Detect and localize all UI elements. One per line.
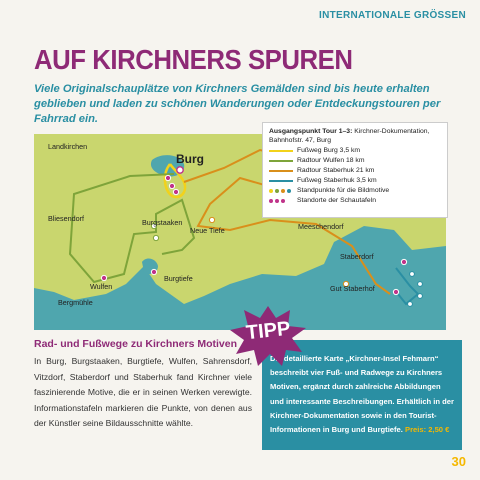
- article-subheading: Rad- und Fußwege zu Kirchners Motiven: [34, 338, 238, 350]
- label-burgstaaken: Burgstaaken: [142, 218, 183, 227]
- map-legend: [262, 122, 448, 218]
- label-bergmuehle: Bergmühle: [58, 298, 93, 307]
- page-title: AUF KIRCHNERS SPUREN: [34, 44, 353, 75]
- label-burg: Burg: [176, 152, 204, 166]
- label-meeschendorf: Meeschendorf: [298, 222, 344, 231]
- legend-row-info-boards: Standorte der Schautafeln: [269, 196, 441, 205]
- legend-row-yellow: Fußweg Burg 3,5 km: [269, 146, 441, 155]
- label-bliesendorf: Bliesendorf: [48, 214, 84, 223]
- label-gut-staberhof: Gut Staberhof: [330, 284, 375, 293]
- label-burgtiefe: Burgtiefe: [164, 274, 193, 283]
- label-staberdorf: Staberdorf: [340, 252, 374, 261]
- legend-heading: Ausgangspunkt Tour 1–3: Kirchner-Dokumentation, Bahnhofstr. 47, Burg: [269, 128, 430, 144]
- tip-badge: TIPP: [244, 317, 292, 345]
- label-wulfen: Wulfen: [90, 282, 113, 291]
- section-label: INTERNATIONALE GRÖSSEN: [319, 10, 466, 21]
- page-number: 30: [451, 454, 466, 469]
- legend-row-teal: Fußweg Staberhuk 3,5 km: [269, 176, 441, 185]
- label-neue-tiefe: Neue Tiefe: [190, 226, 225, 235]
- lead-paragraph: Viele Originalschauplätze von Kirchners Gemälden sind bis heute erhalten geblieben und laden zu schönen Wanderungen oder Entdeckungstouren per Fahrrad ein.: [34, 83, 441, 125]
- legend-row-motif-points: Standpunkte für die Bildmotive: [269, 186, 441, 195]
- tip-price: Preis: 2,50 €: [405, 425, 450, 435]
- legend-row-green: Radtour Wulfen 18 km: [269, 156, 441, 165]
- article-body: In Burg, Burgstaaken, Burgtiefe, Wulfen, Sahrensdorf, Vitzdorf, Staberdorf und Staberhuk fand Kirchner viele faszinierende Motive, die er in seinen Werken verewigte. Informationstafeln markieren die Punkte, von denen aus der Künstler seine Bildausschnitte wählte.: [34, 356, 252, 429]
- label-landkirchen: Landkirchen: [48, 142, 88, 151]
- start-point: [177, 167, 183, 173]
- tip-text: Die detaillierte Karte „Kirchner-Insel Fehmarn“ beschreibt vier Fuß- und Radwege zu Kirchners Motiven, ergänzt durch zahlreiche Abbildungen und interessante Beschreibungen. Erhältlich in der Kirchner-Dokumentation sowie in den Tourist-Informationen in Burg und Burgtiefe.: [270, 354, 454, 435]
- legend-row-orange: Radtour Staberhuk 21 km: [269, 166, 441, 175]
